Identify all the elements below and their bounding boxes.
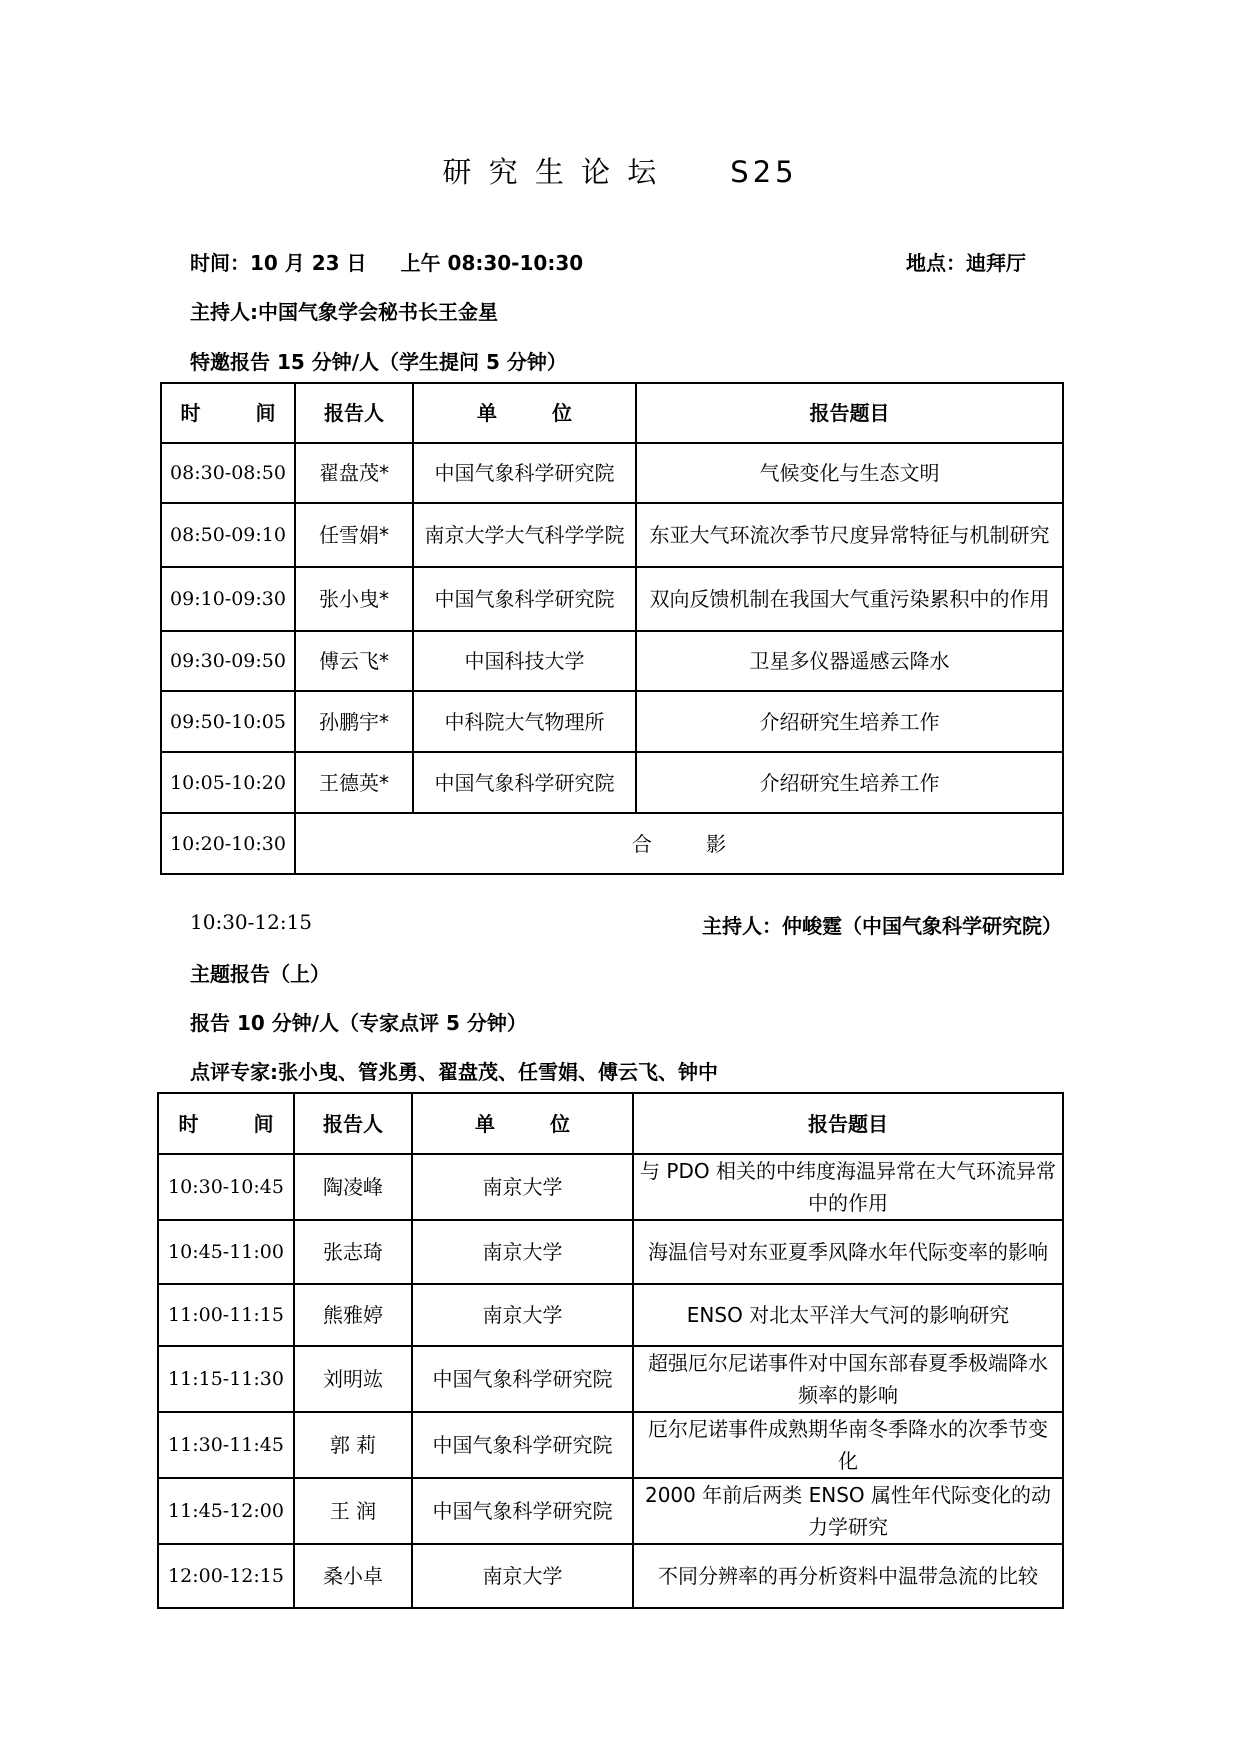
header-topic: 报告题目: [636, 383, 1063, 443]
header-speaker: 报告人: [295, 383, 413, 443]
row-unit: 中国科技大学: [413, 631, 636, 691]
title-main: 研 究 生 论 坛: [442, 155, 661, 189]
row-time: 11:15-11:30: [158, 1346, 294, 1412]
title-code: S25: [730, 155, 798, 189]
row-unit: 中科院大气物理所: [413, 691, 636, 752]
table-row: [161, 752, 1063, 813]
table-row: [161, 631, 1063, 691]
row-unit: 南京大学: [412, 1220, 633, 1284]
row-speaker: 刘明竑: [294, 1346, 412, 1412]
row-time: 09:30-09:50: [161, 631, 295, 691]
row-speaker: 傅云飞*: [295, 631, 413, 691]
photo-row-time: 10:20-10:30: [161, 813, 295, 874]
session2-reviewers: 点评专家:张小曳、管兆勇、翟盘茂、任雪娟、傅云飞、钟中: [190, 1060, 718, 1084]
row-topic: 厄尔尼诺事件成熟期华南冬季降水的次季节变化: [633, 1412, 1063, 1478]
header-unit: 单 位: [413, 383, 636, 443]
photo-row-label: 合 影: [295, 813, 1063, 874]
session1-location: 地点：迪拜厅: [906, 251, 1026, 275]
row-speaker: 王德英*: [295, 752, 413, 813]
session1-date: [190, 247, 583, 276]
row-time: 11:30-11:45: [158, 1412, 294, 1478]
row-time: 09:10-09:30: [161, 567, 295, 631]
row-unit: 南京大学: [412, 1544, 633, 1608]
table-row: [158, 1478, 1063, 1544]
row-time: 12:00-12:15: [158, 1544, 294, 1608]
row-time: 08:30-08:50: [161, 443, 295, 503]
session1-table: [160, 382, 1064, 875]
row-topic: 双向反馈机制在我国大气重污染累积中的作用: [636, 567, 1063, 631]
row-topic: 2000 年前后两类 ENSO 属性年代际变化的动力学研究: [633, 1478, 1063, 1544]
header-unit: 单 位: [412, 1093, 633, 1154]
row-unit: 中国气象科学研究院: [412, 1346, 633, 1412]
row-unit: 中国气象科学研究院: [413, 443, 636, 503]
table-row: [158, 1154, 1063, 1220]
row-topic: 气候变化与生态文明: [636, 443, 1063, 503]
row-speaker: 孙鹏宇*: [295, 691, 413, 752]
table-row: [161, 443, 1063, 503]
row-topic: 东亚大气环流次季节尺度异常特征与机制研究: [636, 503, 1063, 567]
row-topic: ENSO 对北太平洋大气河的影响研究: [633, 1284, 1063, 1346]
row-unit: 中国气象科学研究院: [413, 567, 636, 631]
header-speaker: 报告人: [294, 1093, 412, 1154]
session1-date-label: 时间：10 月 23 日: [190, 251, 367, 275]
row-topic: 介绍研究生培养工作: [636, 752, 1063, 813]
row-unit: 南京大学: [412, 1154, 633, 1220]
row-time: 10:45-11:00: [158, 1220, 294, 1284]
row-unit: 中国气象科学研究院: [413, 752, 636, 813]
row-time: 08:50-09:10: [161, 503, 295, 567]
table-header-row: [158, 1093, 1063, 1154]
row-speaker: 任雪娟*: [295, 503, 413, 567]
row-speaker: 熊雅婷: [294, 1284, 412, 1346]
row-speaker: 郭 莉: [294, 1412, 412, 1478]
table-row: [161, 567, 1063, 631]
page-title: [0, 150, 1240, 191]
row-speaker: 桑小卓: [294, 1544, 412, 1608]
row-topic: 与 PDO 相关的中纬度海温异常在大气环流异常中的作用: [633, 1154, 1063, 1220]
row-unit: 中国气象科学研究院: [412, 1478, 633, 1544]
table-row: [158, 1544, 1063, 1608]
header-topic: 报告题目: [633, 1093, 1063, 1154]
table-header-row: [161, 383, 1063, 443]
row-topic: 超强厄尔尼诺事件对中国东部春夏季极端降水频率的影响: [633, 1346, 1063, 1412]
row-speaker: 张小曳*: [295, 567, 413, 631]
row-time: 09:50-10:05: [161, 691, 295, 752]
session2-time-range: 10:30-12:15: [190, 910, 313, 934]
row-speaker: 翟盘茂*: [295, 443, 413, 503]
row-speaker: 张志琦: [294, 1220, 412, 1284]
session2-host: 主持人：仲峻霆（中国气象科学研究院）: [702, 914, 1062, 938]
row-time: 11:00-11:15: [158, 1284, 294, 1346]
photo-row: [161, 813, 1063, 874]
header-time: 时 间: [158, 1093, 294, 1154]
table-row: [161, 691, 1063, 752]
row-time: 11:45-12:00: [158, 1478, 294, 1544]
table-row: [158, 1284, 1063, 1346]
table-row: [158, 1412, 1063, 1478]
session2-theme: 主题报告（上）: [190, 962, 330, 986]
session1-format: 特邀报告 15 分钟/人（学生提问 5 分钟）: [190, 350, 567, 374]
session1-host: 主持人:中国气象学会秘书长王金星: [190, 300, 498, 324]
session2-table: [157, 1092, 1064, 1609]
row-time: 10:05-10:20: [161, 752, 295, 813]
row-unit: 中国气象科学研究院: [412, 1412, 633, 1478]
table-row: [161, 503, 1063, 567]
table-row: [158, 1346, 1063, 1412]
table-row: [158, 1220, 1063, 1284]
row-unit: 南京大学大气科学学院: [413, 503, 636, 567]
session2-format: 报告 10 分钟/人（专家点评 5 分钟）: [190, 1011, 527, 1035]
header-time: 时 间: [161, 383, 295, 443]
row-speaker: 陶凌峰: [294, 1154, 412, 1220]
row-topic: 不同分辨率的再分析资料中温带急流的比较: [633, 1544, 1063, 1608]
row-time: 10:30-10:45: [158, 1154, 294, 1220]
session1-time-range: 上午 08:30-10:30: [400, 251, 584, 275]
row-topic: 海温信号对东亚夏季风降水年代际变率的影响: [633, 1220, 1063, 1284]
row-speaker: 王 润: [294, 1478, 412, 1544]
row-unit: 南京大学: [412, 1284, 633, 1346]
row-topic: 介绍研究生培养工作: [636, 691, 1063, 752]
row-topic: 卫星多仪器遥感云降水: [636, 631, 1063, 691]
